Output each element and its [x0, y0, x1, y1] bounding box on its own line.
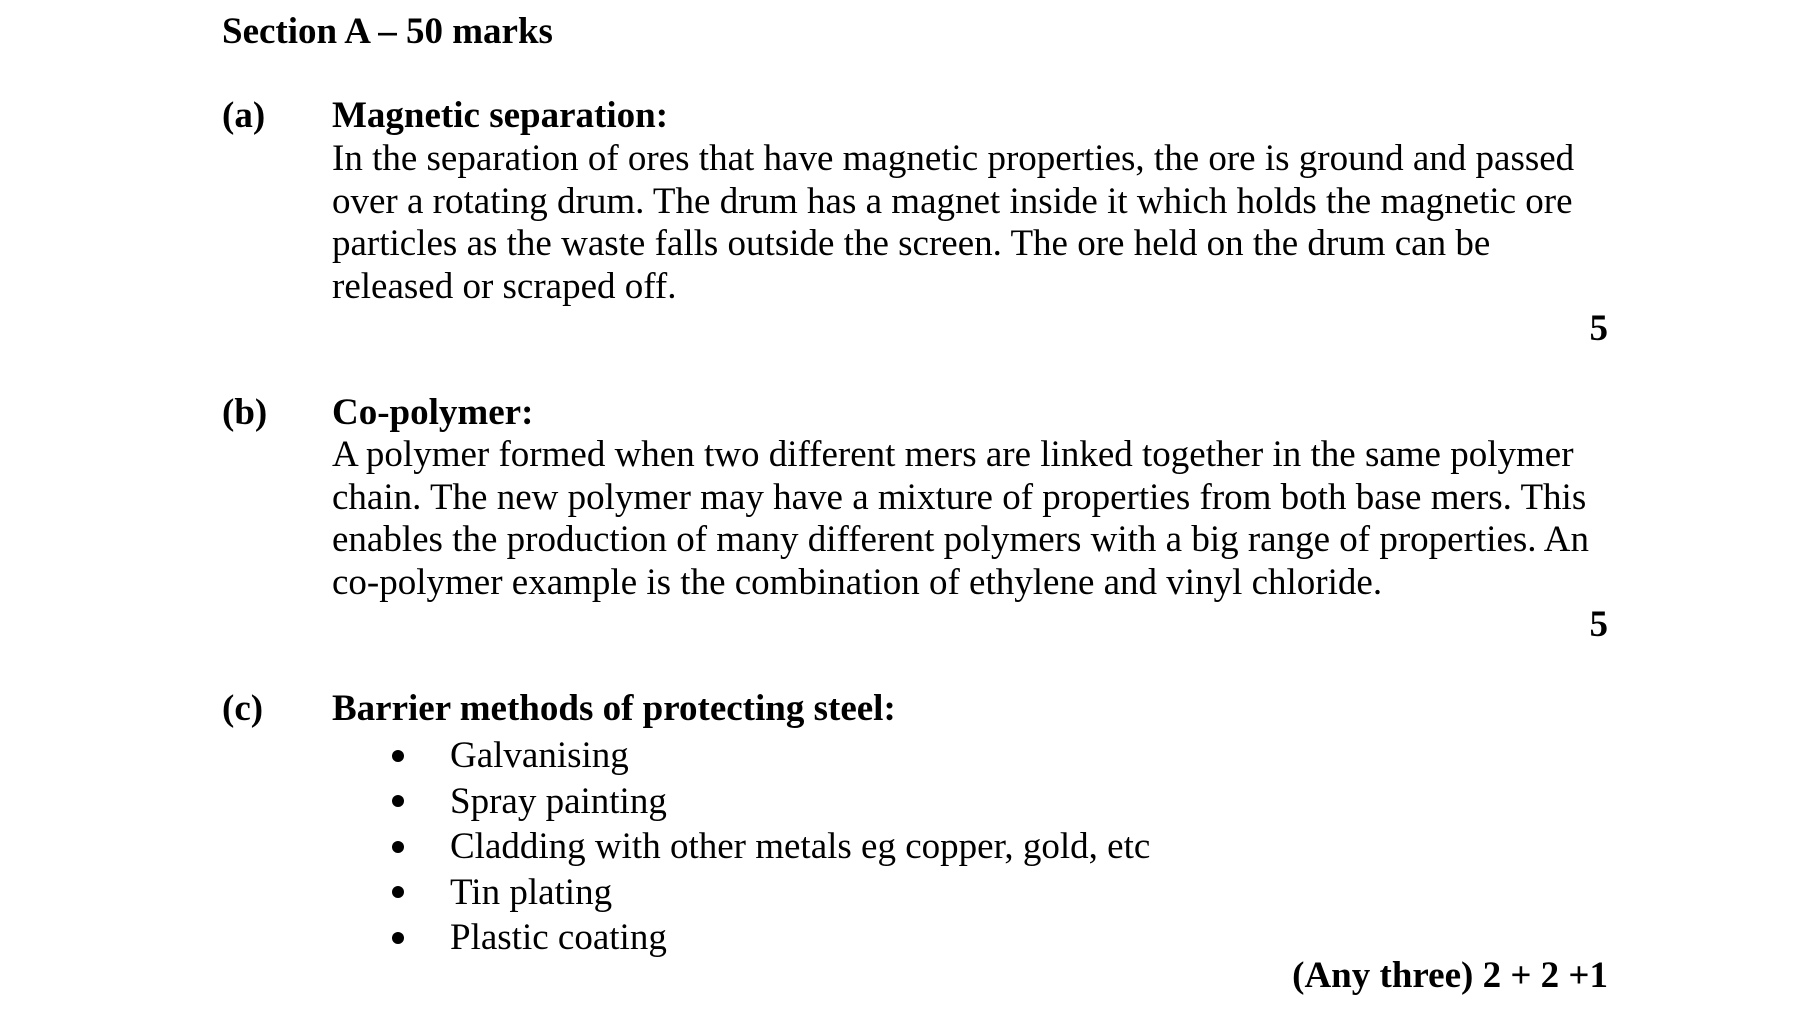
question-a-heading: Magnetic separation:: [332, 95, 669, 136]
answer-line: over a rotating drum. The drum has a magnet inside it which holds the magnetic ore: [332, 180, 1573, 222]
question-c-marks: (Any three) 2 + 2 +1: [1292, 955, 1608, 996]
question-a-marks: 5: [1589, 308, 1608, 349]
bullet-icon: [392, 886, 404, 898]
barrier-methods-list: [385, 733, 1150, 961]
list-item-text: Galvanising: [450, 735, 629, 776]
list-item-text: Spray painting: [450, 780, 667, 822]
question-c-label: (c): [222, 688, 264, 729]
bullet-icon: [392, 750, 404, 762]
list-item-text: Plastic coating: [450, 917, 667, 958]
section-title: Section A – 50 marks: [222, 11, 553, 52]
question-b-heading: Co-polymer:: [332, 392, 534, 433]
answer-line: A polymer formed when two different mers are linked together in the same polymer: [332, 434, 1574, 475]
answer-line: In the separation of ores that have magnetic properties, the ore is ground and passed: [332, 138, 1575, 179]
question-c-heading: Barrier methods of protecting steel:: [332, 688, 896, 729]
question-b-label: (b): [222, 392, 268, 433]
answer-line: chain. The new polymer may have a mixture of properties from both base mers. This: [332, 476, 1587, 518]
bullet-icon: [392, 932, 404, 944]
answer-line: released or scraped off.: [332, 265, 677, 307]
list-item-text: Cladding with other metals eg copper, gold, etc: [450, 826, 1151, 867]
question-b-marks: 5: [1589, 604, 1608, 645]
answer-line: co-polymer example is the combination of ethylene and vinyl chloride.: [332, 561, 1383, 603]
question-b-answer: [332, 434, 1622, 604]
bullet-icon: [392, 795, 404, 807]
answer-line: enables the production of many different polymers with a big range of properties. An: [332, 519, 1589, 560]
question-a-answer: [332, 138, 1622, 308]
list-item: [385, 870, 1150, 916]
question-a-label: (a): [222, 95, 266, 136]
answer-line: particles as the waste falls outside the screen. The ore held on the drum can be: [332, 223, 1491, 264]
list-item-text: Tin plating: [450, 871, 613, 913]
list-item: [385, 733, 1150, 779]
list-item: [385, 915, 1150, 961]
list-item: [385, 779, 1150, 825]
list-item: [385, 824, 1150, 870]
bullet-icon: [392, 841, 404, 853]
